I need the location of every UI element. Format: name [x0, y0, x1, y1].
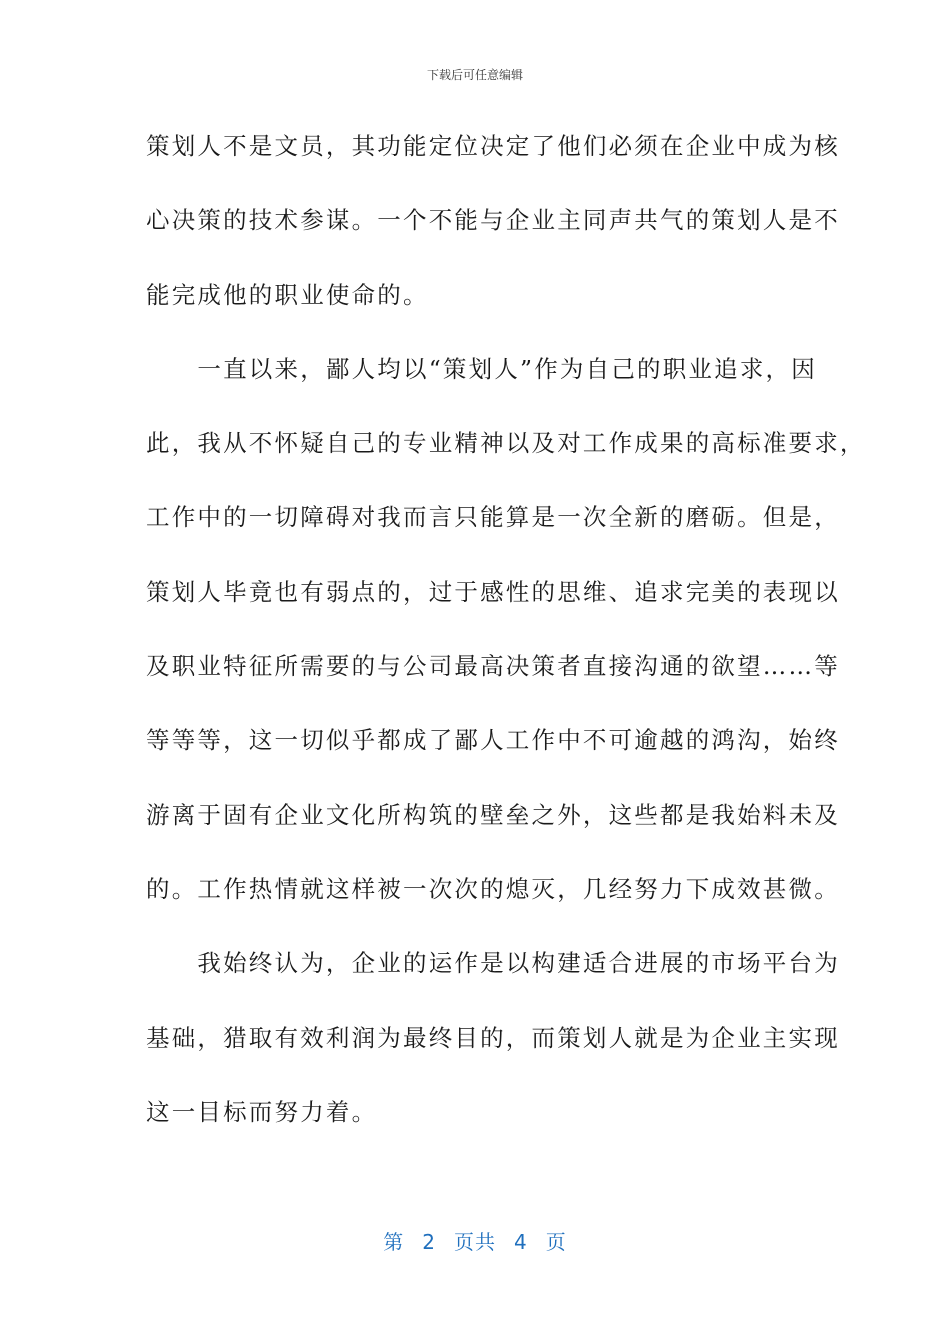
- text-line: 我始终认为，企业的运作是以构建适合进展的市场平台为: [146, 949, 840, 978]
- text-line: 策划人不是文员，其功能定位决定了他们必须在企业中成为核: [146, 132, 840, 160]
- text-line: 一直以来，鄙人均以“策划人”作为自己的职业追求，因: [146, 354, 817, 383]
- total-pages-number: 4: [514, 1230, 528, 1254]
- text-line: 及职业特征所需要的与公司最高决策者直接沟通的欲望……等: [146, 652, 840, 681]
- text-line: 心决策的技术参谋。一个不能与企业主同声共气的策划人是不: [146, 206, 840, 235]
- header-note: 下载后可任意编辑: [426, 68, 523, 82]
- text-line: 的。工作热情就这样被一次次的熄灭，几经努力下成效甚微。: [146, 874, 840, 903]
- text-line: 策划人毕竟也有弱点的，过于感性的思维、追求完美的表现以: [146, 577, 840, 606]
- body-text: [146, 126, 866, 1166]
- text-line: 游离于固有企业文化所构筑的壁垒之外，这些都是我始料未及: [146, 800, 840, 829]
- text-line: 此，我从不怀疑自己的专业精神以及对工作成果的高标准要求，: [146, 429, 866, 458]
- text-line: 等等等，这一切似乎都成了鄙人工作中不可逾越的鸿沟，始终: [146, 726, 840, 755]
- page-label-prefix: 第: [383, 1230, 405, 1254]
- page-label-suffix: 页: [545, 1230, 567, 1254]
- page-number-footer: [0, 1226, 950, 1255]
- current-page-number: 2: [422, 1230, 436, 1254]
- text-line: 能完成他的职业使命的。: [146, 280, 429, 309]
- text-line: 基础，猎取有效利润为最终目的，而策划人就是为企业主实现: [146, 1023, 840, 1052]
- text-line: 工作中的一切障碍对我而言只能算是一次全新的磨砺。但是，: [146, 503, 840, 532]
- page-label-mid: 页共: [454, 1230, 496, 1254]
- text-line: 这一目标而努力着。: [146, 1097, 378, 1126]
